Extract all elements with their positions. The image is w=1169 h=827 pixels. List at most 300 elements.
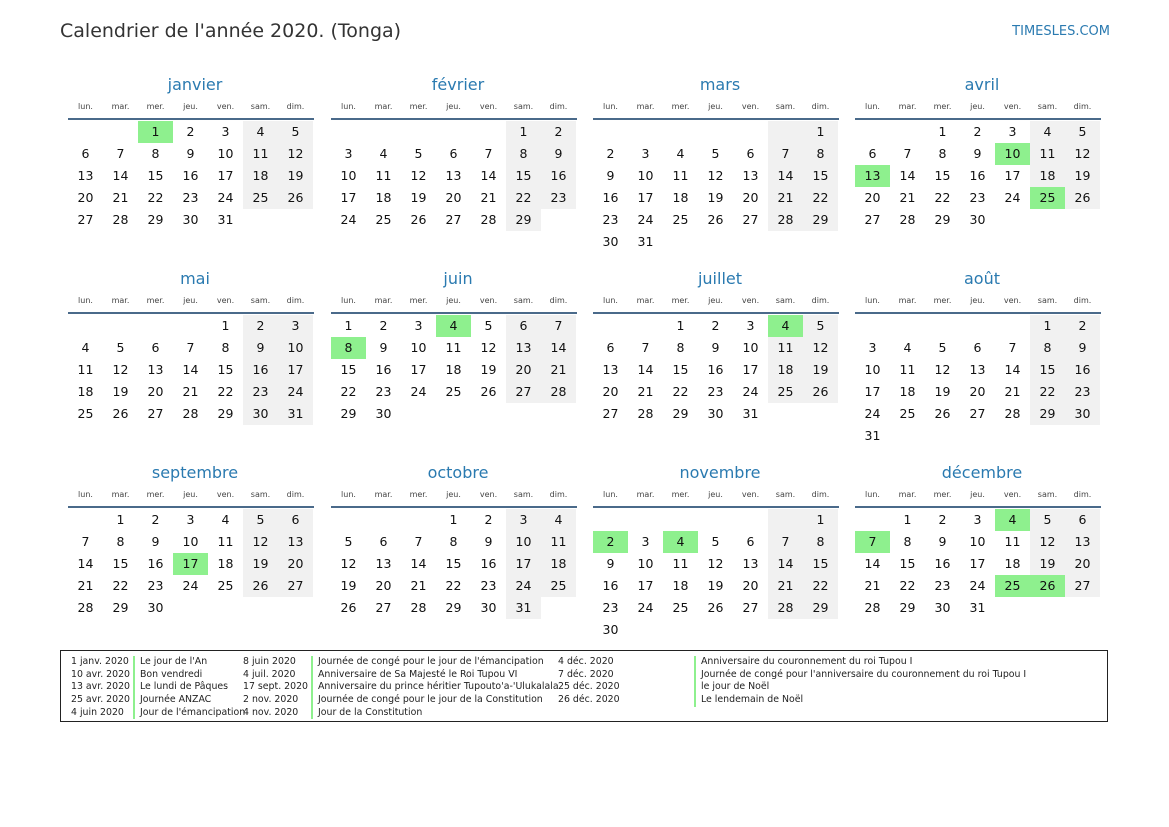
day-cell: 19 xyxy=(112,384,129,399)
empty-cell xyxy=(103,315,138,337)
day-grid xyxy=(593,509,839,641)
day-cell: 12 xyxy=(112,362,129,377)
day-cell: 10 xyxy=(995,143,1030,165)
empty-cell xyxy=(995,425,1030,447)
day-cell: 10 xyxy=(340,168,357,183)
day-cell: 31 xyxy=(506,597,541,619)
day-cell: 29 xyxy=(445,600,462,615)
day-cell: 9 xyxy=(606,556,615,571)
day-cell: 14 xyxy=(899,168,916,183)
weekday-header xyxy=(68,100,314,114)
day-cell: 31 xyxy=(278,403,313,425)
month-5 xyxy=(331,268,577,425)
day-cell: 2 xyxy=(1065,315,1100,337)
day-grid xyxy=(331,509,577,619)
weekday-label: dim. xyxy=(286,490,305,499)
day-cell: 25 xyxy=(899,406,916,421)
month-4 xyxy=(68,268,314,425)
day-cell: 24 xyxy=(410,384,427,399)
empty-cell xyxy=(401,403,436,425)
day-cell: 2 xyxy=(379,318,388,333)
weekday-label: sam. xyxy=(1037,490,1058,499)
empty-cell xyxy=(733,509,768,531)
day-cell: 20 xyxy=(742,190,759,205)
day-cell: 29 xyxy=(934,212,951,227)
day-cell: 25 xyxy=(375,212,392,227)
empty-cell xyxy=(208,597,243,619)
empty-cell xyxy=(138,315,173,337)
day-cell: 14 xyxy=(768,165,803,187)
weekday-label: dim. xyxy=(811,296,830,305)
month-6 xyxy=(593,268,839,425)
day-cell: 18 xyxy=(445,362,462,377)
day-cell: 25 xyxy=(243,187,278,209)
day-cell: 1 xyxy=(506,121,541,143)
day-cell: 4 xyxy=(903,340,912,355)
day-cell: 1 xyxy=(221,318,230,333)
day-cell: 1 xyxy=(116,512,125,527)
day-cell: 7 xyxy=(768,531,803,553)
weekday-header xyxy=(331,488,577,502)
day-cell: 23 xyxy=(1065,381,1100,403)
weekday-label: sam. xyxy=(1037,296,1058,305)
day-cell: 23 xyxy=(707,384,724,399)
month-7 xyxy=(855,268,1101,447)
day-cell: 6 xyxy=(81,146,90,161)
day-cell: 30 xyxy=(602,622,619,637)
empty-cell xyxy=(593,121,628,143)
day-cell: 16 xyxy=(602,578,619,593)
day-cell: 6 xyxy=(973,340,982,355)
weekday-label: lun. xyxy=(603,102,618,111)
day-cell: 9 xyxy=(606,168,615,183)
empty-cell xyxy=(68,315,103,337)
weekday-label: mar. xyxy=(898,102,917,111)
day-cell: 19 xyxy=(243,553,278,575)
day-cell: 21 xyxy=(637,384,654,399)
day-cell: 3 xyxy=(973,512,982,527)
day-cell: 22 xyxy=(112,578,129,593)
day-cell: 29 xyxy=(340,406,357,421)
empty-cell xyxy=(331,121,366,143)
day-cell: 2 xyxy=(938,512,947,527)
day-cell: 8 xyxy=(116,534,125,549)
day-cell: 12 xyxy=(243,531,278,553)
day-cell: 28 xyxy=(637,406,654,421)
weekday-label: dim. xyxy=(1073,490,1092,499)
legend-date: 7 déc. 2020 xyxy=(558,668,614,680)
day-cell: 28 xyxy=(77,600,94,615)
day-cell: 23 xyxy=(182,190,199,205)
weekday-label: jeu. xyxy=(183,102,198,111)
day-cell: 11 xyxy=(77,362,94,377)
day-cell: 19 xyxy=(340,578,357,593)
weekday-label: jeu. xyxy=(183,490,198,499)
day-cell: 20 xyxy=(864,190,881,205)
day-cell: 27 xyxy=(969,406,986,421)
day-grid xyxy=(68,315,314,425)
day-cell: 28 xyxy=(899,212,916,227)
day-cell: 27 xyxy=(506,381,541,403)
empty-cell xyxy=(995,209,1030,231)
day-cell: 13 xyxy=(742,556,759,571)
day-cell: 17 xyxy=(637,578,654,593)
weekday-header xyxy=(68,488,314,502)
day-cell: 23 xyxy=(147,578,164,593)
empty-cell xyxy=(243,597,278,619)
day-cell: 10 xyxy=(742,340,759,355)
month-divider xyxy=(593,118,839,120)
day-cell: 10 xyxy=(637,168,654,183)
empty-cell xyxy=(593,509,628,531)
day-cell: 4 xyxy=(243,121,278,143)
weekday-label: mer. xyxy=(933,102,952,111)
day-cell: 2 xyxy=(606,146,615,161)
day-cell: 15 xyxy=(147,168,164,183)
day-cell: 27 xyxy=(864,212,881,227)
day-cell: 21 xyxy=(541,359,576,381)
day-cell: 5 xyxy=(116,340,125,355)
day-cell: 30 xyxy=(969,212,986,227)
day-cell: 8 xyxy=(903,534,912,549)
day-cell: 19 xyxy=(707,578,724,593)
day-cell: 12 xyxy=(1030,531,1065,553)
weekday-label: dim. xyxy=(1073,296,1092,305)
day-cell: 11 xyxy=(375,168,392,183)
weekday-label: sam. xyxy=(513,296,534,305)
day-cell: 30 xyxy=(934,600,951,615)
day-cell: 9 xyxy=(379,340,388,355)
legend-holiday-name: Bon vendredi xyxy=(133,669,202,682)
day-cell: 3 xyxy=(641,534,650,549)
empty-cell xyxy=(768,121,803,143)
day-cell: 22 xyxy=(934,190,951,205)
day-cell: 5 xyxy=(803,315,838,337)
day-cell: 1 xyxy=(903,512,912,527)
day-cell: 17 xyxy=(506,553,541,575)
weekday-label: ven. xyxy=(1003,102,1022,111)
day-cell: 5 xyxy=(484,318,493,333)
empty-cell xyxy=(663,121,698,143)
weekday-label: mer. xyxy=(671,296,690,305)
day-cell: 9 xyxy=(243,337,278,359)
empty-cell xyxy=(278,597,313,619)
weekday-label: jeu. xyxy=(446,102,461,111)
day-cell: 28 xyxy=(1004,406,1021,421)
month-10 xyxy=(593,462,839,641)
day-cell: 12 xyxy=(410,168,427,183)
day-cell: 8 xyxy=(506,143,541,165)
day-cell: 1 xyxy=(676,318,685,333)
day-cell: 24 xyxy=(340,212,357,227)
empty-cell xyxy=(103,121,138,143)
legend-date: 17 sept. 2020 xyxy=(243,681,309,693)
day-cell: 10 xyxy=(864,362,881,377)
weekday-label: mar. xyxy=(374,490,393,499)
weekday-label: sam. xyxy=(1037,102,1058,111)
day-cell: 24 xyxy=(864,406,881,421)
holiday-legend xyxy=(60,650,1108,722)
day-cell: 16 xyxy=(182,168,199,183)
day-cell: 17 xyxy=(340,190,357,205)
weekday-label: dim. xyxy=(549,296,568,305)
day-cell: 21 xyxy=(112,190,129,205)
day-grid xyxy=(68,509,314,619)
day-cell: 11 xyxy=(672,556,689,571)
day-grid xyxy=(855,315,1101,447)
day-cell: 13 xyxy=(147,362,164,377)
weekday-label: mar. xyxy=(636,296,655,305)
day-cell: 23 xyxy=(375,384,392,399)
day-cell: 7 xyxy=(641,340,650,355)
weekday-label: mar. xyxy=(374,102,393,111)
weekday-label: mar. xyxy=(111,490,130,499)
day-cell: 26 xyxy=(278,187,313,209)
day-cell: 20 xyxy=(375,578,392,593)
day-cell: 17 xyxy=(217,168,234,183)
day-cell: 7 xyxy=(903,146,912,161)
weekday-label: mar. xyxy=(636,490,655,499)
month-divider xyxy=(68,506,314,508)
day-cell: 27 xyxy=(375,600,392,615)
month-name: septembre xyxy=(151,463,239,482)
legend-holiday-name: le jour de Noël xyxy=(694,681,769,694)
month-9 xyxy=(331,462,577,619)
day-cell: 23 xyxy=(934,578,951,593)
legend-holiday-name: Le lundi de Pâques xyxy=(133,681,228,694)
month-divider xyxy=(331,506,577,508)
empty-cell xyxy=(733,121,768,143)
day-cell: 13 xyxy=(445,168,462,183)
day-cell: 19 xyxy=(934,384,951,399)
weekday-label: sam. xyxy=(775,490,796,499)
legend-date: 8 juin 2020 xyxy=(243,656,296,667)
empty-cell xyxy=(995,597,1030,619)
month-0 xyxy=(68,74,314,231)
weekday-label: ven. xyxy=(216,102,235,111)
day-cell: 8 xyxy=(151,146,160,161)
day-cell: 16 xyxy=(707,362,724,377)
day-cell: 30 xyxy=(182,212,199,227)
weekday-label: sam. xyxy=(513,102,534,111)
day-cell: 25 xyxy=(995,575,1030,597)
empty-cell xyxy=(925,315,960,337)
day-cell: 26 xyxy=(480,384,497,399)
empty-cell xyxy=(593,315,628,337)
day-cell: 26 xyxy=(934,406,951,421)
day-grid xyxy=(855,121,1101,231)
day-grid xyxy=(68,121,314,231)
day-cell: 2 xyxy=(243,315,278,337)
day-cell: 31 xyxy=(969,600,986,615)
day-cell: 21 xyxy=(1004,384,1021,399)
day-cell: 5 xyxy=(414,146,423,161)
weekday-label: mar. xyxy=(898,490,917,499)
weekday-label: sam. xyxy=(250,490,271,499)
month-divider xyxy=(68,118,314,120)
day-cell: 5 xyxy=(1065,121,1100,143)
month-name: décembre xyxy=(941,463,1023,482)
empty-cell xyxy=(366,121,401,143)
day-cell: 28 xyxy=(480,212,497,227)
day-cell: 5 xyxy=(938,340,947,355)
day-cell: 13 xyxy=(278,531,313,553)
weekday-label: lun. xyxy=(603,490,618,499)
month-divider xyxy=(331,118,577,120)
empty-cell xyxy=(995,315,1030,337)
weekday-label: lun. xyxy=(78,296,93,305)
day-cell: 25 xyxy=(445,384,462,399)
weekday-label: lun. xyxy=(865,490,880,499)
day-cell: 15 xyxy=(217,362,234,377)
weekday-header xyxy=(593,488,839,502)
empty-cell xyxy=(68,121,103,143)
month-name: mars xyxy=(699,75,741,94)
empty-cell xyxy=(960,315,995,337)
day-cell: 23 xyxy=(602,212,619,227)
day-cell: 2 xyxy=(593,531,628,553)
day-cell: 8 xyxy=(803,531,838,553)
weekday-label: mer. xyxy=(933,490,952,499)
weekday-label: sam. xyxy=(513,490,534,499)
weekday-label: lun. xyxy=(603,296,618,305)
weekday-label: sam. xyxy=(775,102,796,111)
empty-cell xyxy=(698,121,733,143)
day-cell: 10 xyxy=(217,146,234,161)
day-cell: 11 xyxy=(1004,534,1021,549)
empty-cell xyxy=(401,121,436,143)
empty-cell xyxy=(628,509,663,531)
day-cell: 22 xyxy=(803,187,838,209)
empty-cell xyxy=(855,121,890,143)
day-cell: 16 xyxy=(602,190,619,205)
day-cell: 2 xyxy=(186,124,195,139)
day-cell: 27 xyxy=(742,212,759,227)
day-cell: 29 xyxy=(1030,403,1065,425)
month-name: novembre xyxy=(679,463,761,482)
legend-date: 4 déc. 2020 xyxy=(558,656,614,667)
day-grid xyxy=(593,315,839,425)
legend-date: 2 nov. 2020 xyxy=(243,694,299,706)
day-cell: 18 xyxy=(217,556,234,571)
day-cell: 10 xyxy=(969,534,986,549)
day-cell: 5 xyxy=(278,121,313,143)
day-cell: 31 xyxy=(637,234,654,249)
weekday-label: lun. xyxy=(341,102,356,111)
legend-holiday-name: Le jour de l'An xyxy=(133,656,207,669)
day-cell: 21 xyxy=(768,575,803,597)
day-cell: 13 xyxy=(375,556,392,571)
month-11 xyxy=(855,462,1101,619)
empty-cell xyxy=(436,121,471,143)
weekday-label: jeu. xyxy=(183,296,198,305)
day-cell: 8 xyxy=(676,340,685,355)
day-cell: 7 xyxy=(81,534,90,549)
legend-date: 4 juil. 2020 xyxy=(243,668,296,680)
empty-cell xyxy=(890,425,925,447)
month-8 xyxy=(68,462,314,619)
day-cell: 6 xyxy=(746,146,755,161)
day-cell: 28 xyxy=(541,381,576,403)
weekday-label: dim. xyxy=(1073,102,1092,111)
empty-cell xyxy=(803,403,838,425)
day-cell: 28 xyxy=(112,212,129,227)
site-link[interactable]: TIMESLES.COM xyxy=(1012,24,1110,39)
day-cell: 25 xyxy=(768,381,803,403)
day-cell: 22 xyxy=(899,578,916,593)
day-cell: 1 xyxy=(1030,315,1065,337)
weekday-label: mar. xyxy=(636,102,655,111)
day-cell: 21 xyxy=(768,187,803,209)
day-cell: 20 xyxy=(445,190,462,205)
day-cell: 17 xyxy=(278,359,313,381)
empty-cell xyxy=(1030,597,1065,619)
day-cell: 14 xyxy=(112,168,129,183)
weekday-label: mer. xyxy=(146,102,165,111)
day-cell: 6 xyxy=(506,315,541,337)
month-divider xyxy=(331,312,577,314)
day-cell: 12 xyxy=(934,362,951,377)
legend-date: 25 déc. 2020 xyxy=(558,681,620,693)
day-cell: 18 xyxy=(243,165,278,187)
empty-cell xyxy=(628,121,663,143)
day-cell: 19 xyxy=(278,165,313,187)
day-cell: 5 xyxy=(711,146,720,161)
month-name: février xyxy=(431,75,485,94)
day-cell: 25 xyxy=(77,406,94,421)
day-cell: 21 xyxy=(480,190,497,205)
day-cell: 8 xyxy=(938,146,947,161)
day-cell: 10 xyxy=(637,556,654,571)
day-cell: 29 xyxy=(506,209,541,231)
day-cell: 14 xyxy=(410,556,427,571)
day-cell: 9 xyxy=(186,146,195,161)
day-cell: 4 xyxy=(379,146,388,161)
day-cell: 19 xyxy=(410,190,427,205)
day-cell: 27 xyxy=(147,406,164,421)
empty-cell xyxy=(733,231,768,253)
weekday-label: ven. xyxy=(216,490,235,499)
day-cell: 22 xyxy=(445,578,462,593)
day-cell: 27 xyxy=(77,212,94,227)
day-cell: 9 xyxy=(541,143,576,165)
empty-cell xyxy=(855,315,890,337)
weekday-label: jeu. xyxy=(970,102,985,111)
day-cell: 24 xyxy=(506,575,541,597)
weekday-label: sam. xyxy=(775,296,796,305)
weekday-label: dim. xyxy=(811,102,830,111)
empty-cell xyxy=(1065,425,1100,447)
empty-cell xyxy=(436,403,471,425)
day-cell: 9 xyxy=(973,146,982,161)
day-cell: 29 xyxy=(672,406,689,421)
day-cell: 30 xyxy=(480,600,497,615)
day-cell: 16 xyxy=(480,556,497,571)
day-cell: 11 xyxy=(899,362,916,377)
day-cell: 22 xyxy=(147,190,164,205)
day-cell: 28 xyxy=(182,406,199,421)
day-cell: 4 xyxy=(768,315,803,337)
empty-cell xyxy=(925,425,960,447)
day-cell: 14 xyxy=(77,556,94,571)
legend-date: 26 déc. 2020 xyxy=(558,694,620,706)
day-cell: 7 xyxy=(484,146,493,161)
day-cell: 17 xyxy=(1004,168,1021,183)
empty-cell xyxy=(243,209,278,231)
day-cell: 22 xyxy=(672,384,689,399)
day-cell: 17 xyxy=(969,556,986,571)
day-cell: 28 xyxy=(864,600,881,615)
